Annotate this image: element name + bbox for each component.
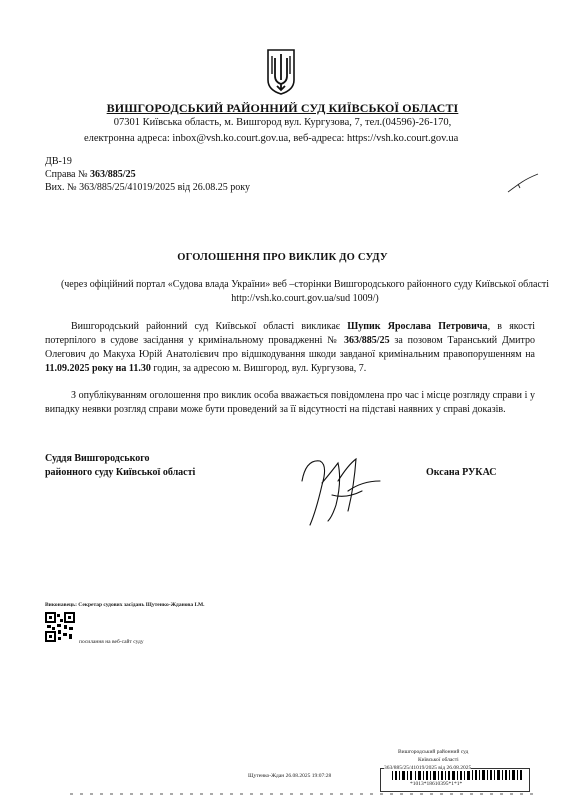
outgoing-number: Вих. № 363/885/25/41019/2025 від 26.08.25 року — [45, 182, 250, 193]
notice-subtitle: (через офіційний портал «Судова влада України» веб –сторінки Вишгородського районного суду Київської області http://vsh.ko.court.gov.ua/sud 1009/) — [60, 279, 550, 304]
case-number: 363/885/25 — [90, 169, 136, 180]
body-text: Вишгородський районний суд Київської області викликає — [71, 321, 348, 332]
hearing-datetime: 11.09.2025 року на 11.30 — [45, 363, 151, 374]
summoned-person: Шупик Ярослава Петровича — [347, 321, 488, 332]
qr-caption: посилання на веб-сайт суду — [79, 639, 144, 645]
body-text: годин, за адресою м. Вишгород, вул. Кургузова, 7. — [150, 363, 367, 374]
form-code: ДВ-19 — [45, 156, 72, 167]
case-number-line — [45, 169, 136, 180]
case-label: Справа № — [45, 169, 91, 180]
judge-title-line-2: районного суду Київської області — [45, 467, 196, 478]
body-paragraph-1 — [45, 320, 535, 376]
scan-noise-line — [70, 791, 540, 797]
executor-line: Виконавець: Секретар судових засідань Щутенко-Жданова І.М. — [45, 602, 205, 608]
barcode-icon — [392, 770, 522, 780]
judge-name: Оксана РУКАС — [426, 467, 497, 478]
stamp-reg-number: 363/885/25/41019/2025 від 26.08.2025 — [384, 765, 472, 771]
handwritten-mark-icon — [506, 172, 540, 194]
handwritten-signature-icon — [292, 451, 384, 529]
judge-title — [45, 452, 195, 480]
stamp-barcode-text: *1013*18610395*1*1* — [410, 781, 463, 787]
stamp-court: Вишгородський районний суд — [398, 749, 469, 755]
body-paragraph-2: З опублікуванням оголошення про виклик особа вважається повідомлена про час і місце розгляду справи і у випадку неявки розгляд справи може бути проведений за її відсутності на підставі наявних у справі доказів. — [45, 390, 535, 415]
stamp-user: Щутенко-Ждан 26.08.2025 19:07:28 — [248, 773, 332, 779]
case-number-inline: 363/885/25 — [344, 335, 390, 346]
court-contacts: електронна адреса: inbox@vsh.ko.court.gov.ua, веб-адреса: https://vsh.ko.court.gov.ua — [84, 133, 459, 144]
notice-title: ОГОЛОШЕННЯ ПРО ВИКЛИК ДО СУДУ — [177, 252, 388, 263]
court-address: 07301 Київська область, м. Вишгород вул. Кургузова, 7, тел.(04596)-26-170, — [113, 117, 452, 128]
qr-code-icon — [45, 612, 75, 642]
judge-title-line-1: Суддя Вишгородського — [45, 453, 150, 464]
body-text: , в якості потерпілого в судове засідання у кримінальному провадженні № — [45, 321, 535, 346]
coat-of-arms-icon — [266, 48, 296, 96]
stamp-region: Київської області — [418, 757, 459, 763]
court-name: ВИШГОРОДСЬКИЙ РАЙОННИЙ СУД КИЇВСЬКОЇ ОБЛАСТІ — [106, 101, 459, 115]
body-text: за позовом Таранський Дмитро Олегович до Макуха Юрій Анатолієвич про відшкодування шкоди завданої кримінальним правопорушенням на — [45, 335, 535, 360]
